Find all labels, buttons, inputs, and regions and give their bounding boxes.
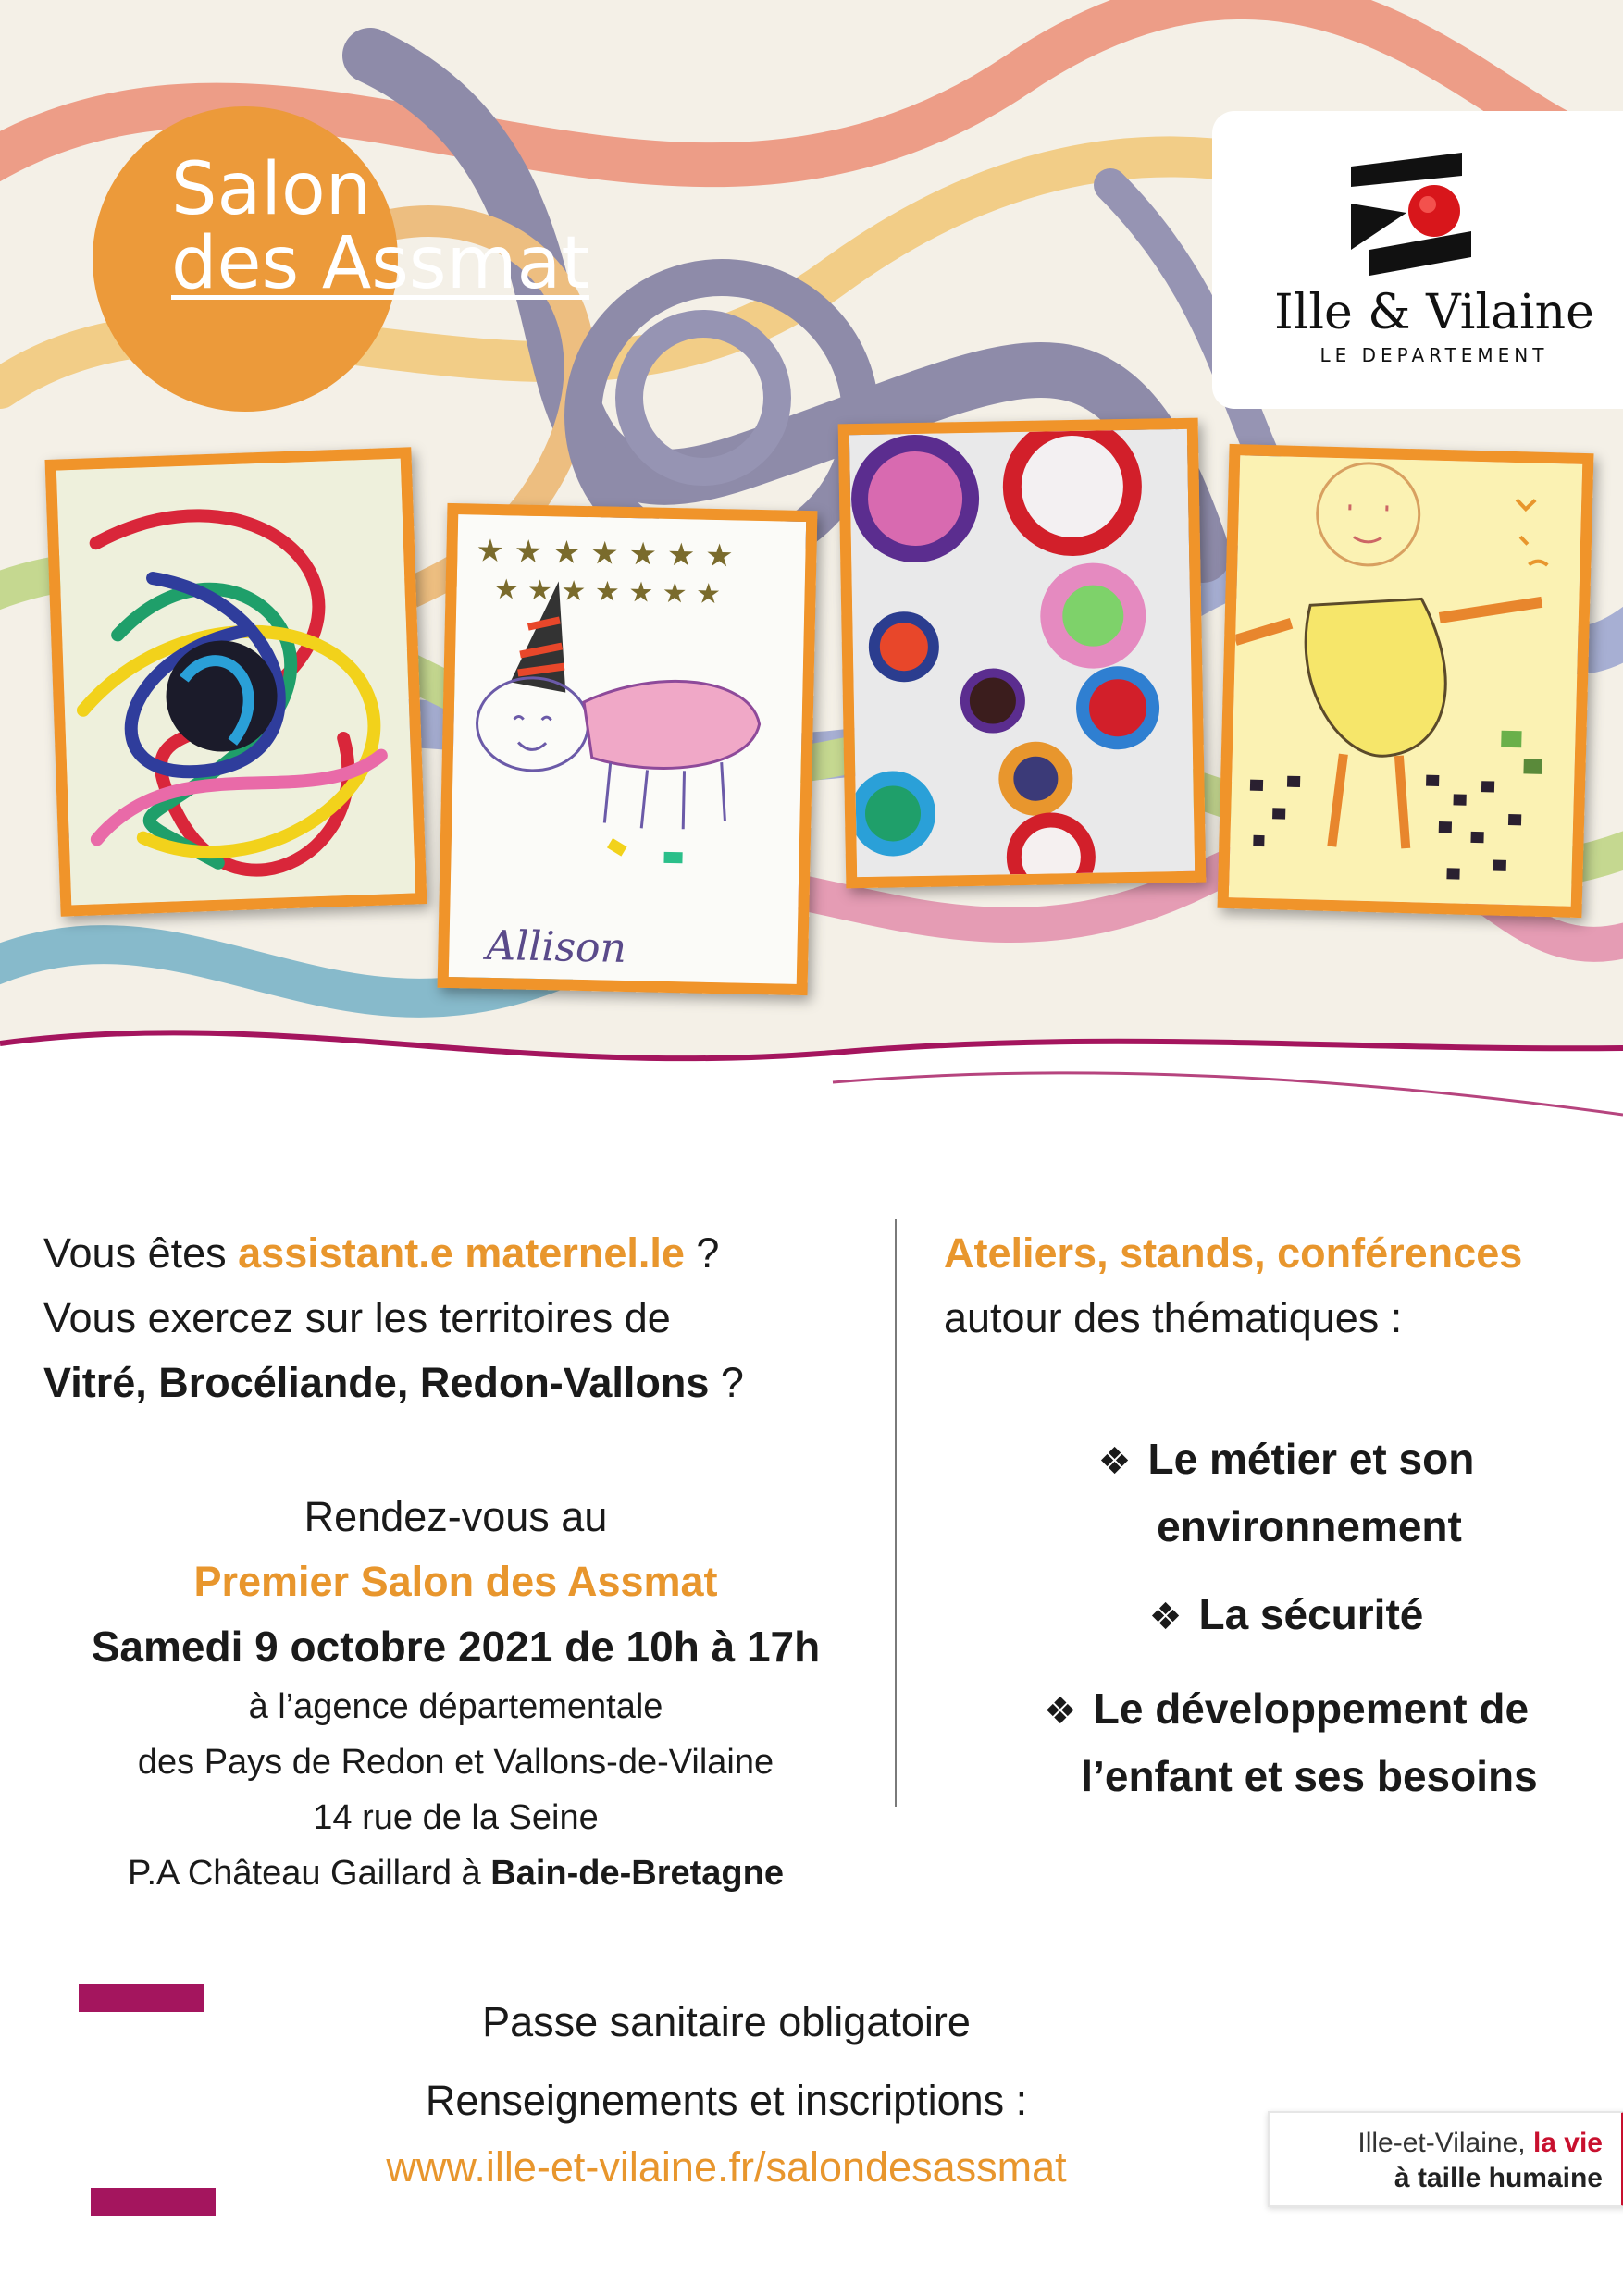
territories-question: ? — [709, 1359, 744, 1406]
info-label: Renseignements et inscriptions : — [425, 2077, 1028, 2124]
theme-item-2 — [962, 1582, 1610, 1649]
slogan-highlight: la vie — [1532, 2128, 1603, 2158]
theme-item-1 — [962, 1426, 1610, 1559]
slogan-line-2: à taille humaine — [1394, 2163, 1603, 2193]
department-logo[interactable] — [1212, 111, 1623, 409]
wave-divider — [0, 1018, 1623, 1119]
venue-town: Bain-de-Bretagne — [490, 1854, 784, 1893]
program-subheading: autour des thématiques : — [944, 1294, 1403, 1341]
slogan-region: Ille-et-Vilaine, — [1357, 2128, 1533, 2158]
intro-highlight: assistant.e maternel.le — [238, 1229, 685, 1277]
program-block — [944, 1221, 1610, 1351]
column-divider — [895, 1219, 897, 1807]
event-name: Premier Salon des Assmat — [193, 1558, 718, 1605]
intro-line-2: Vous exercez sur les territoires de — [43, 1294, 671, 1341]
intro-line-3 — [43, 1351, 858, 1415]
person-drawing-icon — [1217, 444, 1593, 918]
badge-line-1: Salon — [171, 148, 372, 231]
venue-line-2: des Pays de Redon et Vallons-de-Vilaine — [137, 1743, 774, 1782]
website-link[interactable]: www.ille-et-vilaine.fr/salondesassmat — [386, 2143, 1067, 2191]
theme-3-line-1: Le développement de — [1093, 1685, 1530, 1733]
venue-line-1: à l’agence départementale — [248, 1687, 663, 1726]
theme-2-label: La sécurité — [1198, 1590, 1424, 1638]
theme-1-line-1: Le métier et son — [1147, 1435, 1475, 1483]
circles-painting-icon — [838, 418, 1207, 889]
slogan-line-1 — [1357, 2128, 1603, 2159]
hero-banner — [0, 0, 1623, 1119]
drawing-signature: Allison — [485, 921, 627, 973]
scribble-painting-icon — [45, 447, 427, 917]
intro-question: ? — [684, 1229, 720, 1277]
logo-name: Ille & Vilaine — [1274, 285, 1594, 340]
slogan-tag — [1268, 2111, 1623, 2207]
department-emblem-icon — [1212, 111, 1623, 296]
diamond-bullet-icon: ❖ — [1097, 1441, 1132, 1482]
unicorn-drawing-icon — [438, 503, 818, 995]
event-date: Samedi 9 octobre 2021 de 10h à 17h — [91, 1623, 821, 1671]
svg-text:★ ★ ★ ★ ★ ★ ★: ★ ★ ★ ★ ★ ★ ★ — [493, 573, 722, 611]
event-block — [37, 1485, 874, 1901]
svg-text:★ ★ ★ ★ ★ ★ ★: ★ ★ ★ ★ ★ ★ ★ — [476, 532, 735, 575]
salon-badge-title — [171, 148, 589, 305]
sanitary-pass-note: Passe sanitaire obligatoire — [482, 1998, 971, 2045]
venue-line-4 — [37, 1845, 874, 1901]
diamond-bullet-icon: ❖ — [1043, 1691, 1077, 1732]
rdv-text: Rendez-vous au — [304, 1493, 608, 1540]
intro-line-1 — [43, 1221, 858, 1286]
territories: Vitré, Brocéliande, Redon-Vallons — [43, 1359, 710, 1406]
intro-block — [43, 1221, 858, 1415]
badge-line-2: des Assmat — [171, 222, 589, 305]
venue-line-3: 14 rue de la Seine — [313, 1798, 599, 1837]
theme-3-line-2: l’enfant et ses besoins — [1081, 1752, 1538, 1800]
theme-1-line-2: environnement — [1157, 1502, 1462, 1550]
program-heading: Ateliers, stands, conférences — [944, 1229, 1523, 1277]
venue-address: P.A Château Gaillard à — [128, 1854, 491, 1893]
logo-subtitle: LE DEPARTEMENT — [1319, 344, 1549, 366]
magenta-bar-top — [79, 1984, 204, 2012]
diamond-bullet-icon: ❖ — [1148, 1597, 1183, 1637]
theme-item-3 — [962, 1676, 1610, 1808]
magenta-bar-bottom — [91, 2188, 216, 2216]
intro-text: Vous êtes — [43, 1229, 239, 1277]
